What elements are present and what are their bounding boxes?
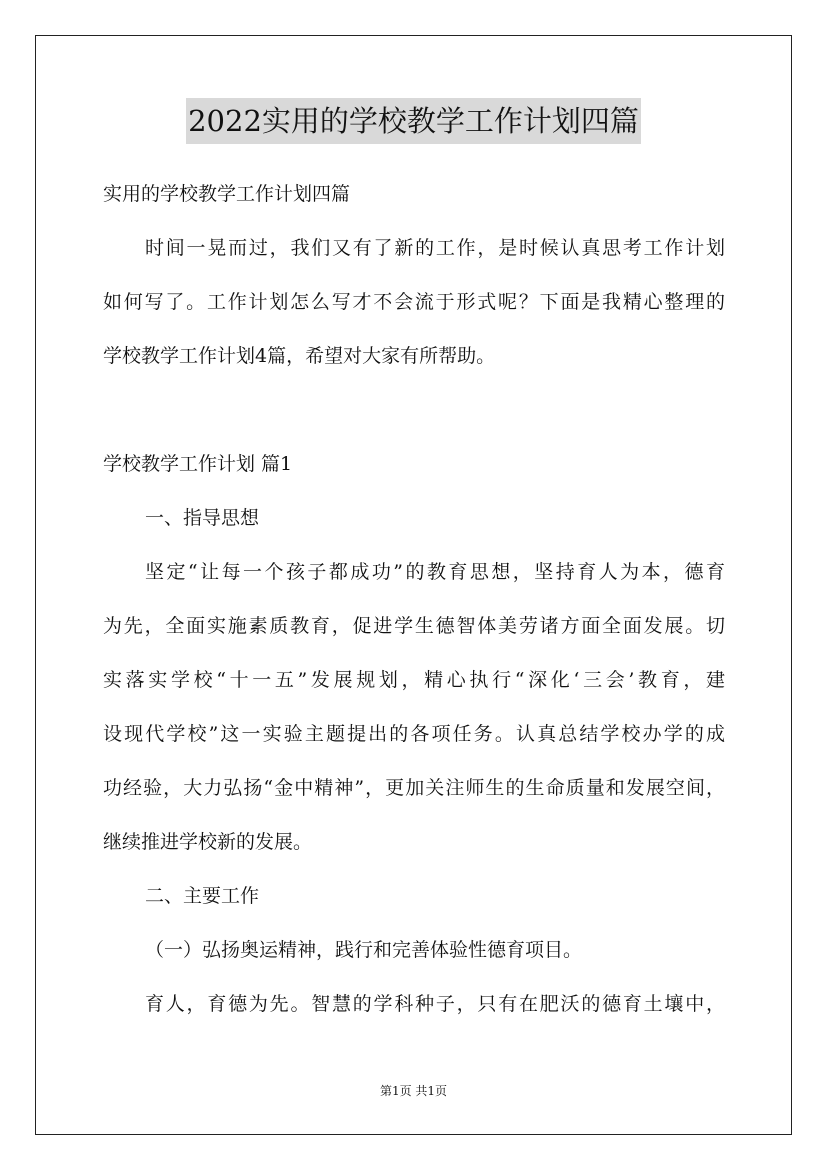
page-footer: 第1页 共1页 [379, 1084, 448, 1098]
title-container [0, 98, 827, 144]
heading-guiding-ideology: 一、指导思想 [145, 507, 260, 529]
paragraph-1-line-2: 为先，全面实施素质教育，促进学生德智体美劳诸方面全面发展。切 [103, 615, 725, 637]
heading-main-work: 二、主要工作 [145, 885, 260, 907]
document-subtitle: 实用的学校教学工作计划四篇 [103, 183, 351, 205]
subheading-olympic-spirit: （一）弘扬奥运精神，践行和完善体验性德育项目。 [145, 939, 583, 961]
paragraph-1-line-3: 实落实学校“十一五”发展规划，精心执行“深化‘三会’教育，建 [103, 669, 725, 691]
paragraph-1-line-1: 坚定“让每一个孩子都成功”的教育思想，坚持育人为本，德育 [145, 561, 725, 583]
intro-line-2: 如何写了。工作计划怎么写才不会流于形式呢？下面是我精心整理的 [103, 291, 725, 313]
intro-line-3: 学校教学工作计划4篇，希望对大家有所帮助。 [103, 345, 496, 367]
paragraph-1-line-5: 功经验，大力弘扬“金中精神”，更加关注师生的生命质量和发展空间， [103, 777, 725, 799]
paragraph-1-line-6: 继续推进学校新的发展。 [103, 831, 313, 853]
section-heading: 学校教学工作计划 篇1 [103, 453, 293, 475]
intro-line-1: 时间一晃而过，我们又有了新的工作，是时候认真思考工作计划 [145, 237, 725, 259]
paragraph-2-line-1: 育人，育德为先。智慧的学科种子，只有在肥沃的德育土壤中， [145, 993, 725, 1015]
paragraph-1-line-4: 设现代学校”这一实验主题提出的各项任务。认真总结学校办学的成 [103, 723, 725, 745]
document-title: 2022实用的学校教学工作计划四篇 [186, 98, 641, 144]
